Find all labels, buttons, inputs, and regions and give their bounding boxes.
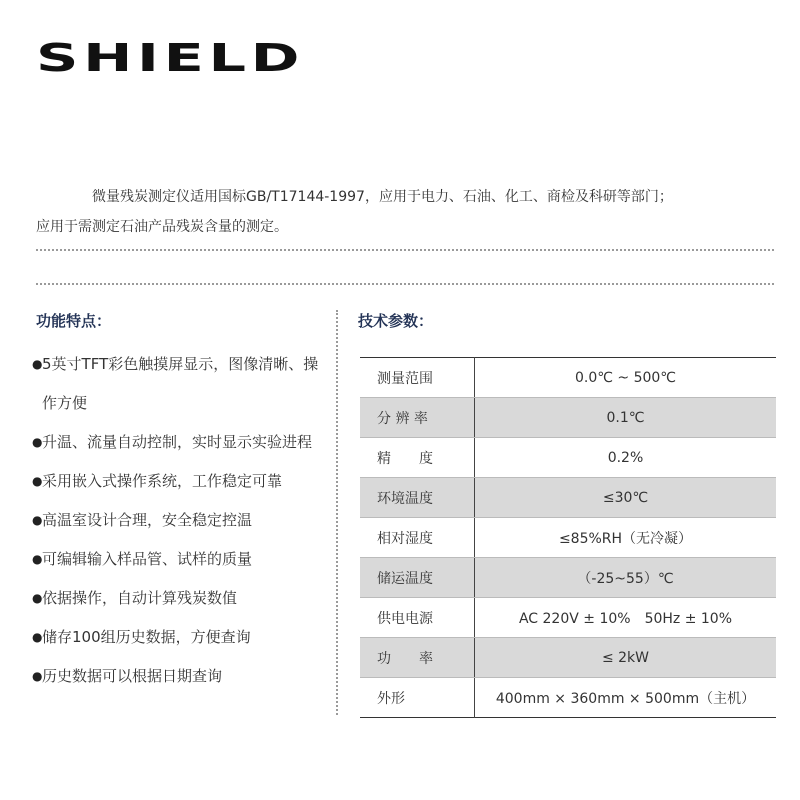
bullet-icon: ● (32, 513, 43, 527)
spec-value: 400mm × 360mm × 500mm（主机） (495, 690, 756, 707)
spec-label: 相对湿度 (360, 518, 475, 558)
spec-value: 0.1℃ (475, 398, 777, 438)
intro-line-1: 微量残炭测定仪适用国标GB/T17144-1997，应用于电力、石油、化工、商检及科研等部门； (92, 189, 673, 205)
intro-line-2: 应用于需测定石油产品残炭含量的测定。 (36, 219, 288, 235)
table-row (360, 398, 776, 438)
table-row (360, 518, 776, 558)
spec-label: 外形 (360, 678, 475, 718)
spec-value: （-25~55）℃ (475, 558, 777, 598)
feature-item: ● 可编辑输入样品管、试样的质量 (32, 540, 332, 579)
feature-item: ● 历史数据可以根据日期查询 (32, 657, 332, 696)
feature-item: ● 依据操作，自动计算残炭数值 (32, 579, 332, 618)
dotted-divider (36, 249, 774, 251)
intro-paragraph (36, 182, 776, 242)
spec-value: 0.0℃ ~ 500℃ (475, 358, 777, 398)
feature-item: ● 采用嵌入式操作系统，工作稳定可靠 (32, 462, 332, 501)
features-title: 功能特点： (36, 312, 112, 330)
brand-logo: SHIELD (36, 36, 305, 80)
dotted-divider (36, 283, 774, 285)
spec-value: ≤85%RH（无冷凝） (475, 518, 777, 558)
bullet-icon: ● (32, 552, 43, 566)
spec-label: 供电电源 (360, 598, 475, 638)
bullet-icon: ● (32, 474, 43, 488)
spec-label: 环境温度 (360, 478, 475, 518)
features-list (32, 345, 332, 696)
feature-item: ● 5英寸TFT彩色触摸屏显示，图像清晰、操作方便 (32, 345, 332, 423)
table-row (360, 358, 776, 398)
table-row (360, 678, 776, 718)
feature-item: ● 升温、流量自动控制，实时显示实验进程 (32, 423, 332, 462)
spec-label: 功 率 (360, 638, 475, 678)
bullet-icon: ● (32, 435, 43, 449)
specs-table (360, 357, 776, 718)
bullet-icon: ● (32, 591, 43, 605)
spec-label: 精 度 (360, 438, 475, 478)
table-row (360, 598, 776, 638)
bullet-icon: ● (32, 357, 43, 371)
spec-label: 测量范围 (360, 358, 475, 398)
spec-value: ≤ 2kW (475, 638, 777, 678)
bullet-icon: ● (32, 630, 43, 644)
table-row (360, 438, 776, 478)
spec-value: ≤30℃ (475, 478, 777, 518)
spec-value: 0.2% (475, 438, 777, 478)
table-row (360, 638, 776, 678)
feature-item: ● 高温室设计合理，安全稳定控温 (32, 501, 332, 540)
spec-value: AC 220V ± 10% 50Hz ± 10% (475, 598, 777, 638)
table-row (360, 558, 776, 598)
spec-label: 储运温度 (360, 558, 475, 598)
bullet-icon: ● (32, 669, 43, 683)
table-row (360, 478, 776, 518)
spec-label: 分 辨 率 (360, 398, 475, 438)
feature-item: ● 储存100组历史数据，方便查询 (32, 618, 332, 657)
column-divider (336, 310, 338, 715)
specs-title: 技术参数： (358, 312, 434, 330)
